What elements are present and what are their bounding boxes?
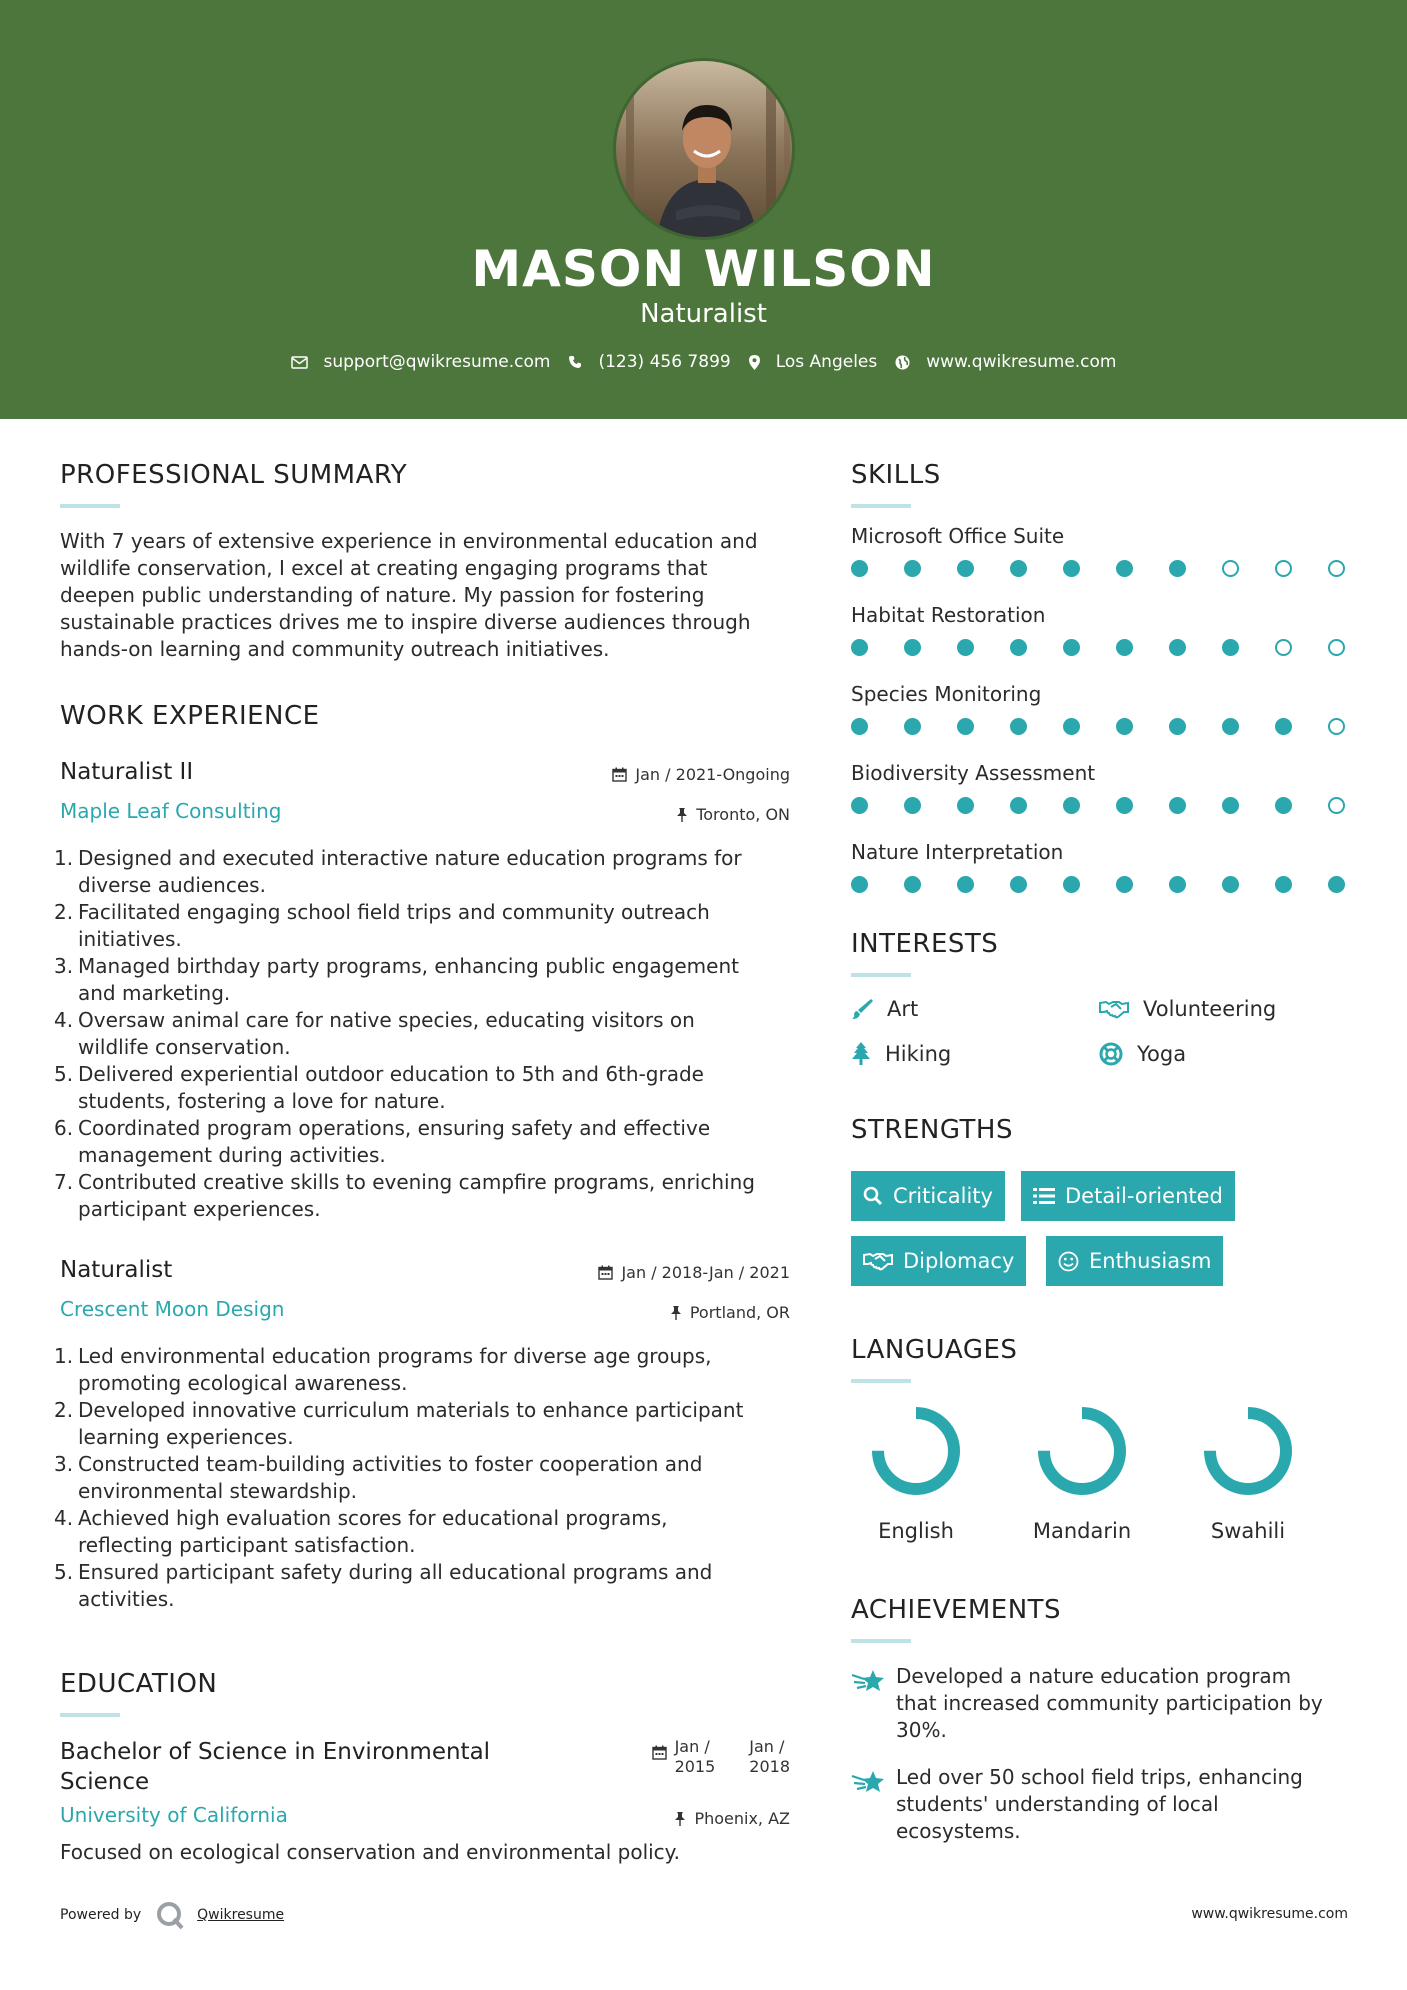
skills-title: SKILLS [851,460,941,490]
job-title: Naturalist [60,1257,173,1283]
job-header [60,1257,790,1297]
summary-section [60,460,790,663]
list-icon [1033,1187,1055,1205]
interest-hiking [851,1042,951,1066]
strength-tag [1021,1171,1235,1221]
school-location [674,1809,790,1828]
school-name: University of California [60,1803,288,1827]
strength-tag [851,1171,1005,1221]
rating-dot-filled [1010,718,1027,735]
handshake-icon [1099,999,1129,1019]
rating-dot-filled [851,560,868,577]
rating-dot-empty [1328,560,1345,577]
rating-dot-filled [1116,797,1133,814]
qwikresume-logo-icon [155,1900,185,1930]
rating-dot-filled [1010,639,1027,656]
rating-dot-filled [1328,876,1345,893]
job-date [598,1263,790,1282]
map-pin-icon [749,355,760,370]
phone-icon [568,355,582,369]
strength-label: Criticality [893,1184,993,1208]
language-item [1183,1405,1313,1543]
shooting-star-icon [851,1768,885,1794]
contact-location [749,352,878,372]
job-date-text: Jan / 2018-Jan / 2021 [621,1263,790,1282]
rating-dot-empty [1275,639,1292,656]
skills-list [851,524,1351,893]
rating-dot-filled [851,797,868,814]
list-item: Coordinated program operations, ensuring safety and effective management during activities. [78,1116,711,1167]
summary-line: sustainable practices drives me to inspire diverse audiences through [60,610,751,634]
rating-dot-filled [1169,797,1186,814]
summary-line: wildlife conservation, I excel at creating engaging programs that [60,556,708,580]
rating-dot-filled [957,718,974,735]
company-name: Crescent Moon Design [60,1297,285,1321]
job-title: Naturalist II [60,759,194,785]
skill-rating [851,639,1351,656]
rating-dot-filled [957,876,974,893]
rating-dot-filled [1169,639,1186,656]
interest-label: Yoga [1137,1042,1187,1066]
pushpin-icon [670,1306,682,1320]
rating-dot-filled [1116,876,1133,893]
rating-dot-filled [1222,718,1239,735]
education-title: EDUCATION [60,1669,218,1699]
list-item: Led environmental education programs for diverse age groups, promoting ecological awareness. [78,1344,712,1395]
interest-label: Volunteering [1143,997,1277,1021]
powered-by-text: Powered by [60,1907,142,1923]
handshake-icon [863,1251,893,1271]
lifebuoy-icon [1099,1042,1123,1066]
skill-rating [851,560,1351,577]
education-section [60,1669,790,1866]
left-column [60,460,790,1866]
language-level-ring [1202,1405,1294,1497]
skill-item [851,682,1351,735]
rating-dot-filled [904,560,921,577]
profile-photo [613,58,795,240]
education-header [60,1737,790,1797]
smile-icon [1058,1251,1079,1272]
rating-dot-filled [1063,797,1080,814]
skill-rating [851,797,1351,814]
languages-underline [851,1379,911,1383]
contact-email[interactable] [291,352,551,372]
skill-name: Habitat Restoration [851,603,1046,627]
header [0,0,1407,419]
school-location-text: Phoenix, AZ [694,1809,790,1828]
education-underline [60,1713,120,1717]
job-location-text: Portland, OR [689,1303,790,1322]
website-text: www.qwikresume.com [926,352,1117,372]
candidate-name: MASON WILSON [471,240,936,298]
list-item: Delivered experiential outdoor education to 5th and 6th-grade students, fostering a love for nature. [78,1062,704,1113]
interest-label: Art [887,997,919,1021]
location-text: Los Angeles [775,352,878,372]
rating-dot-filled [1275,876,1292,893]
rating-dot-empty [1328,797,1345,814]
summary-title: PROFESSIONAL SUMMARY [60,460,408,490]
contact-phone[interactable] [568,352,730,372]
skill-name: Microsoft Office Suite [851,524,1065,548]
strength-label: Enthusiasm [1089,1249,1212,1273]
rating-dot-empty [1328,718,1345,735]
start-date: Jan / 2015 [674,1737,716,1776]
list-item: Oversaw animal care for native species, educating visitors on wildlife conservation. [78,1008,695,1059]
job-subheader [60,799,790,835]
language-label: Swahili [1210,1519,1286,1543]
interest-art [851,997,918,1021]
rating-dot-empty [1275,560,1292,577]
rating-dot-filled [1010,797,1027,814]
interests-underline [851,973,911,977]
rating-dot-filled [904,876,921,893]
language-level-arc [1044,1413,1120,1489]
envelope-icon [291,356,308,369]
achievement-item: Developed a nature education program that increased community participation by 30%. [851,1663,1351,1744]
list-item: Ensured participant safety during all educational programs and activities. [78,1560,713,1611]
language-level-ring [1036,1405,1128,1497]
footer-powered-by [60,1900,284,1930]
achievements-section [851,1595,1351,1845]
rating-dot-filled [1169,560,1186,577]
job-location [676,805,790,824]
shooting-star-icon [851,1667,885,1693]
job-location-text: Toronto, ON [696,805,790,824]
interests-title: INTERESTS [851,929,999,959]
contact-website[interactable] [895,352,1116,372]
rating-dot-filled [1275,797,1292,814]
languages-list [851,1405,1351,1555]
degree-title: Bachelor of Science in Environmental Science [60,1739,491,1795]
rating-dot-filled [851,876,868,893]
job-duties [60,1343,790,1613]
job-entry [60,759,790,1223]
strength-tag [851,1236,1026,1286]
skills-section [851,460,1351,893]
paintbrush-icon [851,998,873,1020]
job-entry [60,1257,790,1613]
list-item: Facilitated engaging school field trips and community outreach initiatives. [78,900,710,951]
rating-dot-filled [1222,797,1239,814]
rating-dot-filled [1063,639,1080,656]
achievements-list [851,1663,1351,1845]
job-location [670,1303,790,1322]
rating-dot-filled [1275,718,1292,735]
language-level-ring [870,1405,962,1497]
rating-dot-filled [851,718,868,735]
rating-dot-filled [1010,876,1027,893]
strengths-tags [851,1165,1351,1295]
skill-item [851,524,1351,577]
education-dates [652,1737,790,1777]
calendar-icon [598,1265,613,1280]
rating-dot-filled [957,639,974,656]
interests-section [851,929,1351,1077]
skill-name: Nature Interpretation [851,840,1064,864]
rating-dot-filled [1063,560,1080,577]
calendar-icon [652,1745,667,1760]
rating-dot-filled [1116,560,1133,577]
interests-grid [851,987,1351,1077]
list-item: Designed and executed interactive nature education programs for diverse audiences. [78,846,742,897]
language-level-arc [878,1413,954,1489]
search-icon [863,1186,883,1206]
company-name: Maple Leaf Consulting [60,799,282,823]
end-date: Jan / 2018 [749,1737,790,1776]
rating-dot-empty [1328,639,1345,656]
rating-dot-filled [1222,639,1239,656]
rating-dot-filled [957,560,974,577]
strengths-title: STRENGTHS [851,1115,1013,1145]
rating-dot-filled [957,797,974,814]
skill-item [851,603,1351,656]
strength-label: Detail-oriented [1065,1184,1223,1208]
job-date-text: Jan / 2021-Ongoing [635,765,790,784]
rating-dot-empty [1222,560,1239,577]
list-item: Contributed creative skills to evening campfire programs, enriching participant experiences. [78,1170,755,1221]
skill-name: Species Monitoring [851,682,1042,706]
list-item: Constructed team-building activities to foster cooperation and environmental stewardship. [78,1452,703,1503]
rating-dot-filled [904,718,921,735]
education-description: Focused on ecological conservation and environmental policy. [60,1840,681,1864]
language-label: English [878,1519,954,1543]
list-item: Developed innovative curriculum materials to enhance participant learning experiences. [78,1398,744,1449]
achievements-title: ACHIEVEMENTS [851,1595,1062,1625]
footer-website[interactable]: www.qwikresume.com [1191,1906,1348,1922]
rating-dot-filled [1116,639,1133,656]
skills-underline [851,504,911,508]
languages-title: LANGUAGES [851,1335,1018,1365]
tree-icon [851,1042,871,1066]
job-header [60,759,790,799]
experience-title: WORK EXPERIENCE [60,701,320,731]
strengths-section [851,1115,1351,1295]
achievements-underline [851,1639,911,1643]
rating-dot-filled [1063,876,1080,893]
job-duties [60,845,790,1223]
interest-yoga [1099,1042,1186,1066]
calendar-icon [612,767,627,782]
rating-dot-filled [1116,718,1133,735]
rating-dot-filled [1063,718,1080,735]
pushpin-icon [676,808,688,822]
globe-icon [895,355,910,370]
strength-tag [1046,1236,1223,1286]
email-text: support@qwikresume.com [323,352,551,372]
skill-item [851,840,1351,893]
rating-dot-filled [904,639,921,656]
skill-item [851,761,1351,814]
skill-name: Biodiversity Assessment [851,761,1096,785]
achievement-item: Led over 50 school field trips, enhancing students' understanding of local ecosystems. [851,1764,1351,1845]
summary-line: hands-on learning and community outreach initiatives. [60,637,610,661]
summary-text [60,528,790,663]
interest-label: Hiking [885,1042,952,1066]
strength-label: Diplomacy [903,1249,1015,1273]
candidate-role: Naturalist [640,299,767,329]
language-item [851,1405,981,1543]
education-subheader [60,1803,790,1839]
interest-volunteering [1099,997,1276,1021]
phone-text: (123) 456 7899 [598,352,731,372]
pushpin-icon [674,1812,686,1826]
language-label: Mandarin [1032,1519,1132,1543]
rating-dot-filled [851,639,868,656]
rating-dot-filled [904,797,921,814]
job-date [612,765,790,784]
language-item [1017,1405,1147,1543]
brand-link[interactable]: Qwikresume [197,1907,285,1923]
skill-rating [851,876,1351,893]
list-item: Managed birthday party programs, enhancing public engagement and marketing. [78,954,739,1005]
list-item: Achieved high evaluation scores for educational programs, reflecting participant satisfaction. [78,1506,668,1557]
right-column [851,460,1351,1845]
job-subheader [60,1297,790,1333]
summary-line: With 7 years of extensive experience in environmental education and [60,529,758,553]
rating-dot-filled [1010,560,1027,577]
rating-dot-filled [1222,876,1239,893]
summary-line: deepen public understanding of nature. My passion for fostering [60,583,705,607]
contact-bar [0,352,1407,372]
language-level-arc [1210,1413,1286,1489]
experience-section [60,701,790,1613]
rating-dot-filled [1169,876,1186,893]
summary-underline [60,504,120,508]
rating-dot-filled [1169,718,1186,735]
languages-section [851,1335,1351,1555]
skill-rating [851,718,1351,735]
